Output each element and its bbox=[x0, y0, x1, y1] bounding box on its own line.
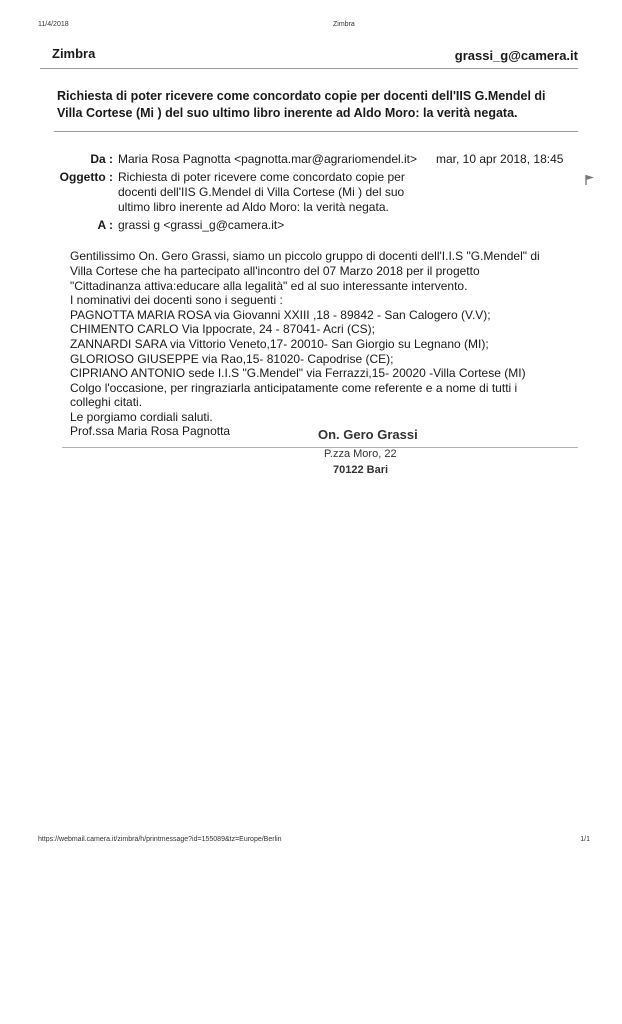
flag-icon[interactable] bbox=[585, 172, 595, 190]
message-date: mar, 10 apr 2018, 18:45 bbox=[436, 152, 564, 166]
print-url: https://webmail.camera.it/zimbra/h/printmessage?id=155089&tz=Europe/Berlin bbox=[38, 836, 282, 843]
to-label: A : bbox=[97, 218, 113, 232]
print-title: Zimbra bbox=[333, 21, 355, 28]
stamp-address: P.zza Moro, 22 bbox=[324, 448, 397, 460]
subject-label: Oggetto : bbox=[59, 170, 113, 184]
print-date: 11/4/2018 bbox=[38, 21, 69, 28]
body-line: ZANNARDI SARA via Vittorio Veneto,17- 20010- San Giorgio su Legnano (MI); bbox=[70, 337, 489, 351]
from-label: Da : bbox=[90, 152, 113, 166]
body-line: Gentilissimo On. Gero Grassi, siamo un piccolo gruppo di docenti dell'I.I.S "G.Mendel" di bbox=[70, 249, 540, 263]
to-value: grassi g <grassi_g@camera.it> bbox=[118, 218, 285, 232]
subject-line: docenti dell'IIS G.Mendel di Villa Cortese (Mi ) del suo bbox=[118, 185, 405, 199]
subject-line: ultimo libro inerente ad Aldo Moro: la verità negata. bbox=[118, 200, 389, 214]
account-email: grassi_g@camera.it bbox=[454, 48, 578, 63]
body-line: colleghi citati. bbox=[70, 395, 143, 409]
stamp-city: 70122 Bari bbox=[333, 464, 389, 476]
subject-divider bbox=[54, 131, 578, 132]
body-line: Le porgiamo cordiali saluti. bbox=[70, 410, 213, 424]
footer-divider bbox=[62, 447, 578, 448]
subject-heading bbox=[57, 88, 577, 122]
header-divider bbox=[40, 68, 578, 69]
body-line: "Cittadinanza attiva:educare alla legalità" ed al suo interessante intervento. bbox=[70, 279, 468, 293]
subject-heading-line: Richiesta di poter ricevere come concordato copie per docenti dell'IIS G.Mendel di bbox=[57, 89, 546, 103]
body-line: GLORIOSO GIUSEPPE via Rao,15- 81020- Capodrise (CE); bbox=[70, 352, 394, 366]
body-line: PAGNOTTA MARIA ROSA via Giovanni XXIII ,18 - 89842 - San Calogero (V.V); bbox=[70, 308, 491, 322]
body-line: Colgo l'occasione, per ringraziarla anticipatamente come referente e a nome di tutti i bbox=[70, 381, 518, 395]
body-line: I nominativi dei docenti sono i seguenti : bbox=[70, 293, 283, 307]
from-value: Maria Rosa Pagnotta <pagnotta.mar@agrariomendel.it> bbox=[118, 152, 418, 166]
subject-value bbox=[118, 170, 418, 215]
print-page: 1/1 bbox=[580, 836, 590, 843]
body-line: CHIMENTO CARLO Via Ippocrate, 24 - 87041- Acri (CS); bbox=[70, 322, 375, 336]
subject-line: Richiesta di poter ricevere come concordato copie per bbox=[118, 170, 405, 184]
signature: Prof.ssa Maria Rosa Pagnotta bbox=[70, 424, 231, 438]
body-line: Villa Cortese che ha partecipato all'incontro del 07 Marzo 2018 per il progetto bbox=[70, 264, 480, 278]
subject-heading-line: Villa Cortese (Mi ) del suo ultimo libro inerente ad Aldo Moro: la verità negata. bbox=[57, 106, 518, 120]
app-name: Zimbra bbox=[52, 46, 96, 61]
body-line: CIPRIANO ANTONIO sede I.I.S "G.Mendel" via Ferrazzi,15- 20020 -Villa Cortese (MI) bbox=[70, 366, 526, 380]
stamp-name: On. Gero Grassi bbox=[318, 427, 418, 442]
